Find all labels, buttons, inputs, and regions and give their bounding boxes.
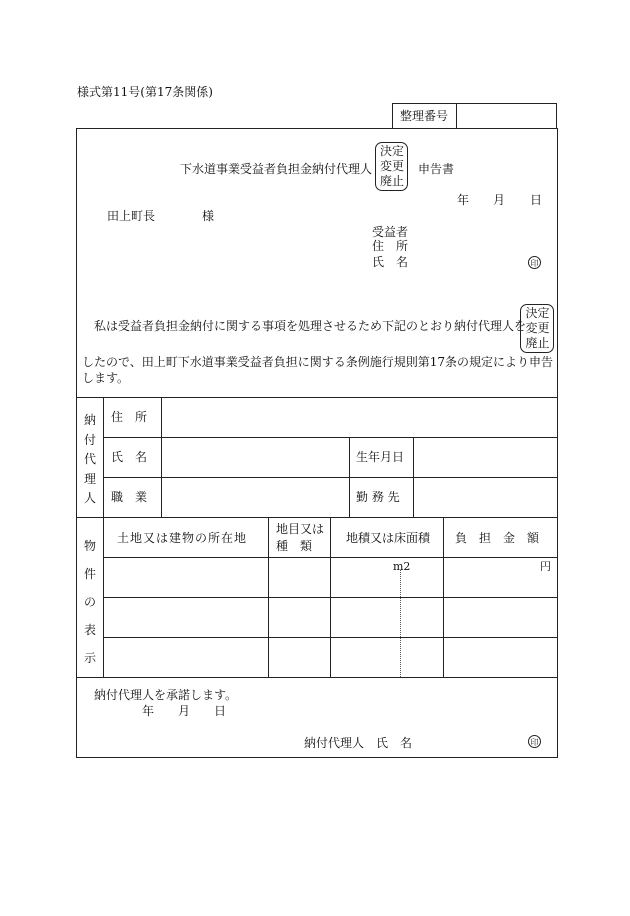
honorific: 様 [202, 209, 215, 223]
form-number: 様式第11号(第17条関係) [77, 85, 213, 99]
location-header: 土地又は建物の所在地 [117, 531, 248, 545]
agent-workplace-field[interactable] [416, 480, 554, 515]
body-line-2: したので、田上町下水道事業受益者負担に関する条例施行規則第17条の規定により申告 [82, 355, 554, 369]
consent-text: 納付代理人を承諾します。 [94, 688, 238, 702]
land-type-header-line2: 種 類 [276, 539, 313, 553]
area-unit: m2 [393, 560, 411, 573]
agent-occupation-label: 職 業 [111, 490, 148, 504]
option-decide[interactable]: 決定 [379, 144, 404, 158]
beneficiary-label: 受益者 [372, 225, 409, 239]
consent-year-label: 年 [142, 704, 155, 718]
option-abolish[interactable]: 廃止 [379, 174, 404, 188]
property-section-label: 物 件 の 表 示 [83, 539, 96, 665]
date-year-label: 年 [457, 193, 470, 207]
property-location-field-2[interactable] [106, 600, 266, 635]
agent-section-label: 納 付 代 理 人 [83, 413, 96, 505]
agent-birthdate-label: 生年月日 [356, 450, 405, 464]
agent-address-label: 住 所 [111, 410, 148, 424]
consent-day-label: 日 [214, 704, 227, 718]
agent-occupation-field[interactable] [164, 480, 347, 515]
form-title-prefix: 下水道事業受益者負担金納付代理人 [180, 162, 373, 176]
registry-number-field[interactable] [462, 104, 552, 128]
property-location-field-1[interactable] [106, 560, 266, 595]
date-day-label: 日 [530, 193, 543, 207]
addressee: 田上町長 [107, 209, 156, 223]
agent-birthdate-field[interactable] [416, 440, 554, 475]
beneficiary-address-label: 住 所 [372, 239, 409, 253]
body-line-3: します。 [82, 371, 130, 385]
agent-address-field[interactable] [164, 400, 554, 435]
consent-seal-icon: 印 [528, 735, 541, 748]
body-line-1: 私は受益者負担金納付に関する事項を処理させるため下記のとおり納付代理人を [94, 319, 527, 333]
body-option-change[interactable]: 変更 [525, 321, 550, 335]
option-change[interactable]: 変更 [379, 159, 404, 173]
body-option-abolish[interactable]: 廃止 [525, 336, 550, 350]
amount-unit: 円 [540, 560, 551, 573]
title-options [378, 144, 406, 189]
amount-header: 負 担 金 額 [455, 531, 540, 545]
agent-name-field[interactable] [164, 440, 347, 475]
property-location-field-3[interactable] [106, 640, 266, 675]
beneficiary-seal-icon: 印 [528, 256, 541, 269]
beneficiary-name-label: 氏 名 [372, 255, 409, 269]
body-options [523, 306, 552, 351]
area-header: 地積又は床面積 [346, 531, 431, 545]
agent-name-label: 氏 名 [111, 450, 148, 464]
consent-signer-label: 納付代理人 氏 名 [304, 736, 413, 750]
land-type-header-line1: 地目又は [276, 522, 325, 536]
form-title-suffix: 申告書 [418, 162, 455, 176]
date-month-label: 月 [493, 193, 506, 207]
consent-month-label: 月 [178, 704, 191, 718]
agent-workplace-label: 勤 務 先 [356, 490, 400, 504]
registry-number-label: 整理番号 [400, 109, 449, 123]
body-option-decide[interactable]: 決定 [525, 306, 550, 320]
